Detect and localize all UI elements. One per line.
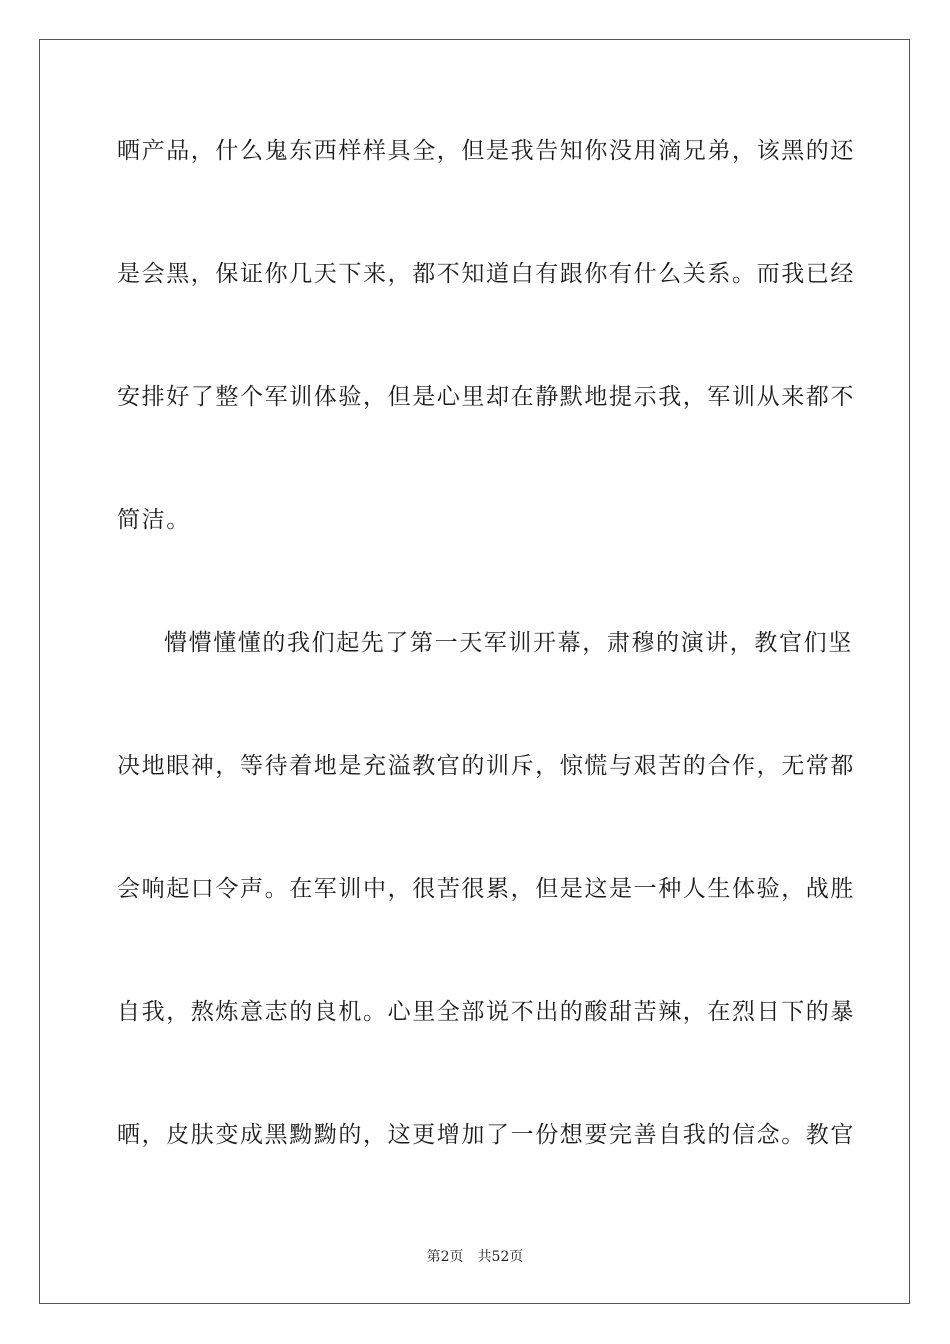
text-line-7: 会响起口令声。在军训中，很苦很累，但是这是一种人生体验，战胜	[117, 876, 855, 902]
page-number: 第2页	[426, 1249, 464, 1265]
page-border	[39, 39, 910, 1304]
text-line-9: 晒，皮肤变成黑黝黝的，这更增加了一份想要完善自我的信念。教官	[117, 1122, 855, 1148]
text-line-8: 自我，熬炼意志的良机。心里全部说不出的酸甜苦辣，在烈日下的暴	[117, 999, 855, 1025]
page-footer	[0, 1248, 950, 1266]
text-line-5: 懵懵懂懂的我们起先了第一天军训开幕，肃穆的演讲，教官们坚	[164, 630, 853, 656]
text-line-3: 安排好了整个军训体验，但是心里却在静默地提示我，军训从来都不	[117, 384, 855, 410]
text-line-6: 决地眼神，等待着地是充溢教官的训斥，惊慌与艰苦的合作，无常都	[117, 753, 855, 779]
text-line-4: 简洁。	[117, 507, 191, 533]
text-line-1: 晒产品，什么鬼东西样样具全，但是我告知你没用滴兄弟，该黑的还	[117, 138, 855, 164]
total-pages: 共52页	[477, 1249, 524, 1265]
text-line-2: 是会黑，保证你几天下来，都不知道白有跟你有什么关系。而我已经	[117, 261, 855, 287]
